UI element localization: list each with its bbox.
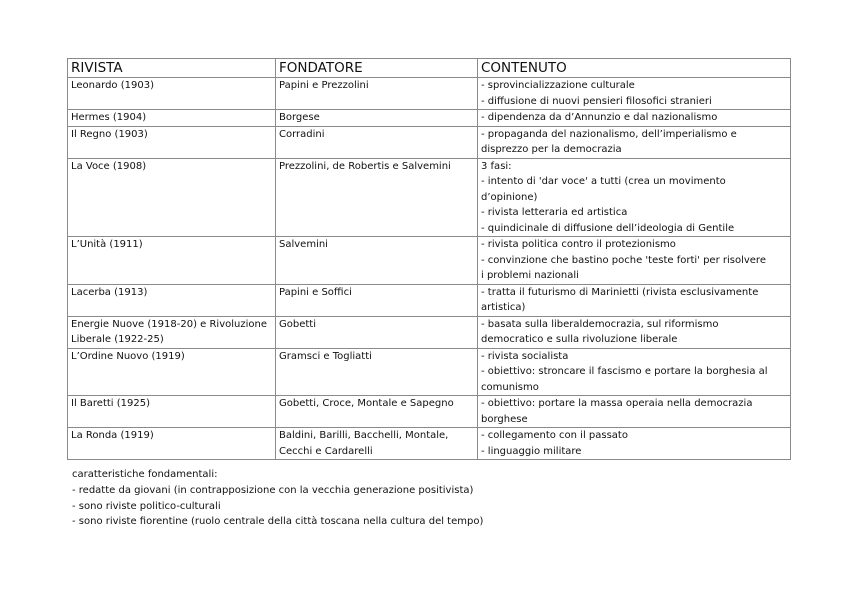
fondatore-line: Prezzolini, de Robertis e Salvemini bbox=[279, 160, 451, 172]
fondatore-line: Gobetti bbox=[279, 318, 316, 330]
rivista-line: Hermes (1904) bbox=[71, 112, 147, 123]
table-row bbox=[68, 126, 791, 158]
contenuto-line: - rivista politica contro il protezionismo bbox=[481, 239, 676, 250]
notes-section bbox=[72, 467, 483, 530]
cell-contenuto bbox=[478, 158, 791, 237]
contenuto-line: 3 fasi: bbox=[481, 160, 512, 172]
cell-rivista bbox=[68, 284, 276, 316]
header-rivista: RIVISTA bbox=[68, 59, 276, 78]
cell-contenuto bbox=[478, 237, 791, 285]
rivista-line: Lacerba (1913) bbox=[71, 286, 148, 298]
cell-fondatore bbox=[276, 348, 478, 396]
fondatore-line: Salvemini bbox=[279, 239, 328, 250]
cell-fondatore bbox=[276, 237, 478, 285]
contenuto-line: disprezzo per la democrazia bbox=[481, 144, 622, 155]
table-row bbox=[68, 237, 791, 285]
fondatore-line: Corradini bbox=[279, 128, 325, 140]
contenuto-line: - dipendenza da d’Annunzio e dal nazionalismo bbox=[481, 112, 718, 123]
contenuto-line: - rivista socialista bbox=[481, 350, 569, 362]
table-header-row bbox=[68, 59, 791, 78]
contenuto-line: - convinzione che bastino poche 'teste forti' per risolvere bbox=[481, 254, 766, 266]
cell-contenuto bbox=[478, 348, 791, 396]
table-row bbox=[68, 78, 791, 110]
contenuto-line: - rivista letteraria ed artistica bbox=[481, 207, 628, 218]
cell-fondatore bbox=[276, 158, 478, 237]
cell-rivista bbox=[68, 428, 276, 460]
contenuto-line: - tratta il futurismo di Marinietti (rivista esclusivamente bbox=[481, 286, 759, 298]
cell-rivista bbox=[68, 237, 276, 285]
cell-rivista bbox=[68, 158, 276, 237]
cell-rivista bbox=[68, 78, 276, 110]
rivista-line: Liberale (1922-25) bbox=[71, 334, 164, 345]
cell-rivista bbox=[68, 348, 276, 396]
contenuto-line: - obiettivo: portare la massa operaia nella democrazia bbox=[481, 398, 753, 409]
header-fondatore: FONDATORE bbox=[276, 59, 478, 78]
cell-contenuto bbox=[478, 126, 791, 158]
fondatore-line: Cecchi e Cardarelli bbox=[279, 445, 373, 457]
cell-fondatore bbox=[276, 284, 478, 316]
contenuto-line: artistica) bbox=[481, 302, 526, 313]
contenuto-line: - quindicinale di diffusione dell’ideologia di Gentile bbox=[481, 222, 735, 234]
fondatore-line: Papini e Prezzolini bbox=[279, 80, 369, 91]
notes-heading: caratteristiche fondamentali: bbox=[72, 469, 218, 480]
fondatore-line: Papini e Soffici bbox=[279, 286, 352, 298]
rivista-line: L’Unità (1911) bbox=[71, 239, 143, 250]
table-row bbox=[68, 396, 791, 428]
cell-fondatore bbox=[276, 126, 478, 158]
riviste-table bbox=[67, 58, 791, 460]
fondatore-line: Borgese bbox=[279, 112, 320, 123]
notes-item: - redatte da giovani (in contrapposizione con la vecchia generazione positivista) bbox=[72, 484, 474, 496]
contenuto-line: - linguaggio militare bbox=[481, 445, 582, 457]
rivista-line: Leonardo (1903) bbox=[71, 80, 154, 91]
contenuto-line: borghese bbox=[481, 413, 528, 425]
cell-rivista bbox=[68, 316, 276, 348]
rivista-line: La Ronda (1919) bbox=[71, 430, 154, 441]
cell-fondatore bbox=[276, 78, 478, 110]
contenuto-line: - sprovincializzazione culturale bbox=[481, 80, 635, 91]
cell-rivista bbox=[68, 126, 276, 158]
cell-fondatore bbox=[276, 110, 478, 127]
rivista-line: La Voce (1908) bbox=[71, 160, 147, 172]
cell-contenuto bbox=[478, 78, 791, 110]
rivista-line: Il Baretti (1925) bbox=[71, 398, 150, 409]
header-contenuto: CONTENUTO bbox=[478, 59, 791, 78]
cell-contenuto bbox=[478, 396, 791, 428]
notes-item: - sono riviste politico-culturali bbox=[72, 500, 221, 512]
rivista-line: Il Regno (1903) bbox=[71, 128, 148, 140]
cell-contenuto bbox=[478, 316, 791, 348]
contenuto-line: - propaganda del nazionalismo, dell’imperialismo e bbox=[481, 128, 737, 140]
cell-fondatore bbox=[276, 396, 478, 428]
cell-contenuto bbox=[478, 110, 791, 127]
table-row bbox=[68, 110, 791, 127]
table-row bbox=[68, 316, 791, 348]
contenuto-line: - basata sulla liberaldemocrazia, sul riformismo bbox=[481, 318, 719, 330]
fondatore-line: Baldini, Barilli, Bacchelli, Montale, bbox=[279, 430, 449, 441]
contenuto-line: democratico e sulla rivoluzione liberale bbox=[481, 334, 678, 345]
rivista-line: L’Ordine Nuovo (1919) bbox=[71, 350, 185, 362]
table-row bbox=[68, 348, 791, 396]
fondatore-line: Gobetti, Croce, Montale e Sapegno bbox=[279, 398, 454, 409]
rivista-line: Energie Nuove (1918-20) e Rivoluzione bbox=[71, 318, 267, 330]
table-row bbox=[68, 158, 791, 237]
cell-rivista bbox=[68, 396, 276, 428]
contenuto-line: - collegamento con il passato bbox=[481, 430, 628, 441]
cell-rivista bbox=[68, 110, 276, 127]
cell-fondatore bbox=[276, 316, 478, 348]
contenuto-line: - diffusione di nuovi pensieri filosofici stranieri bbox=[481, 95, 712, 107]
contenuto-line: - intento di 'dar voce' a tutti (crea un movimento bbox=[481, 176, 726, 187]
contenuto-line: i problemi nazionali bbox=[481, 270, 579, 281]
cell-contenuto bbox=[478, 428, 791, 460]
cell-contenuto bbox=[478, 284, 791, 316]
contenuto-line: comunismo bbox=[481, 381, 539, 393]
notes-item: - sono riviste fiorentine (ruolo centrale della città toscana nella cultura del tempo) bbox=[72, 516, 484, 528]
table-body bbox=[68, 78, 791, 460]
contenuto-line: d’opinione) bbox=[481, 191, 538, 203]
table-row bbox=[68, 284, 791, 316]
contenuto-line: - obiettivo: stroncare il fascismo e portare la borghesia al bbox=[481, 366, 768, 377]
cell-fondatore bbox=[276, 428, 478, 460]
fondatore-line: Gramsci e Togliatti bbox=[279, 350, 372, 362]
table-row bbox=[68, 428, 791, 460]
